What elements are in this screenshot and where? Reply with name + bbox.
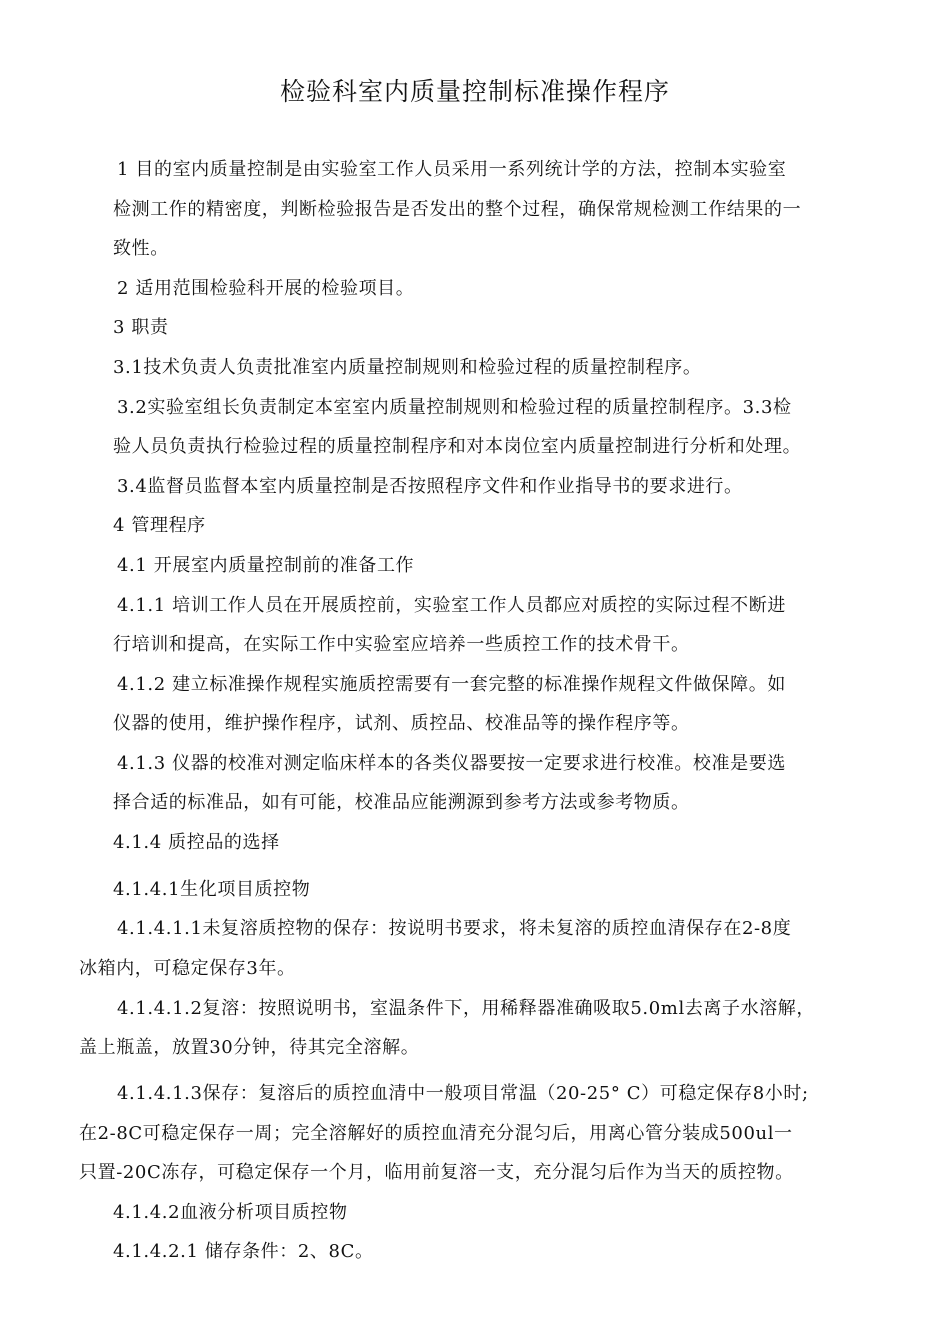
text-line: 4.1.4.1生化项目质控物 [113,879,311,900]
text-line: 4.1.4.1.2复溶：按照说明书，室温条件下，用稀释器准确吸取5.0ml去离子水溶解， [117,998,815,1019]
text-line: 4.1.4.1.1未复溶质控物的保存：按说明书要求，将未复溶的质控血清保存在2-8度 [117,918,792,939]
text-line: 验人员负责执行检验过程的质量控制程序和对本岗位室内质量控制进行分析和处理。 [113,436,802,457]
text-line: 仪器的使用，维护操作程序，试剂、质控品、校准品等的操作程序等。 [113,713,690,734]
text-line: 致性。 [113,238,169,259]
text-line: 4.1.2 建立标准操作规程实施质控需要有一套完整的标准操作规程文件做保障。如 [117,674,786,695]
text-line: 只置-20C冻存，可稳定保存一个月，临用前复溶一支，充分混匀后作为当天的质控物。 [79,1162,794,1183]
text-line: 4.1.4.2血液分析项目质控物 [113,1202,348,1223]
text-line: 2 适用范围检验科开展的检验项目。 [117,278,415,299]
text-line: 盖上瓶盖，放置30分钟，待其完全溶解。 [79,1037,420,1058]
text-line: 3.4监督员监督本室内质量控制是否按照程序文件和作业指导书的要求进行。 [117,476,743,497]
text-line: 4.1 开展室内质量控制前的准备工作 [117,555,415,576]
text-line: 3.2实验室组长负责制定本室室内质量控制规则和检验过程的质量控制程序。3.3检 [117,397,792,418]
text-line: 3.1技术负责人负责批准室内质量控制规则和检验过程的质量控制程序。 [113,357,702,378]
text-line: 4.1.4.2.1 储存条件：2、8C。 [113,1241,374,1262]
text-line: 4 管理程序 [113,515,206,536]
text-line: 4.1.4 质控品的选择 [113,832,280,853]
document-title: 检验科室内质量控制标准操作程序 [279,77,670,106]
text-line: 4.1.1 培训工作人员在开展质控前，实验室工作人员都应对质控的实际过程不断进 [117,595,786,616]
text-line: 4.1.4.1.3保存：复溶后的质控血清中一般项目常温（20-25° C）可稳定保存8小时; [117,1083,809,1104]
text-line: 冰箱内，可稳定保存3年。 [79,958,296,979]
text-line: 1 目的室内质量控制是由实验室工作人员采用一系列统计学的方法，控制本实验室 [117,159,787,180]
text-line: 4.1.3 仪器的校准对测定临床样本的各类仪器要按一定要求进行校准。校准是要选 [117,753,786,774]
text-line: 择合适的标准品，如有可能，校准品应能溯源到参考方法或参考物质。 [113,792,690,813]
text-line: 检测工作的精密度，判断检验报告是否发出的整个过程，确保常规检测工作结果的一 [113,199,802,220]
text-line: 3 职责 [113,317,169,338]
text-line: 在2-8C可稳定保存一周；完全溶解好的质控血清充分混匀后，用离心管分装成500ul一 [79,1123,793,1144]
text-line: 行培训和提高，在实际工作中实验室应培养一些质控工作的技术骨干。 [113,634,690,655]
